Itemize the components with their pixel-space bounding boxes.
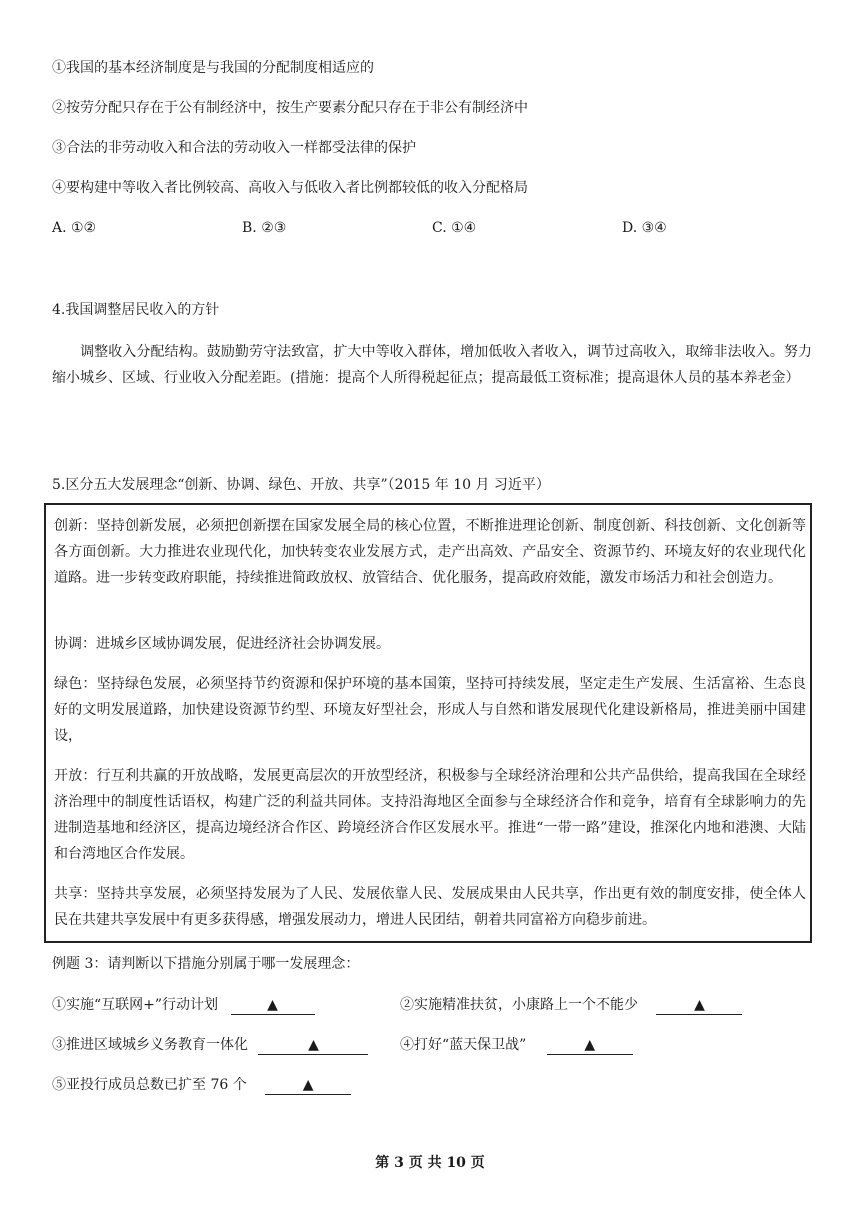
answer-blank-2[interactable]: ▲ (656, 996, 742, 1015)
option-a: A. ①② (52, 220, 97, 236)
example3-item-1 (52, 995, 315, 1015)
statement-4: ④要构建中等收入者比例较高、高收入与低收入者比例都较低的收入分配格局 (52, 180, 528, 196)
example3-item-3 (52, 1035, 368, 1055)
section5-heading: 5.区分五大发展理念“创新、协调、绿色、开放、共享”（2015 年 10 月 习近平） (52, 477, 550, 493)
concept-sharing: 共享：坚持共享发展，必须坚持发展为了人民、发展依靠人民、发展成果由人民共享，作出更有效的制度安排，使全体人民在共建共享发展中有更多获得感，增强发展动力，增进人民团结，朝着共同富裕方向稳步前进。 (54, 886, 806, 928)
concept-green: 绿色：坚持绿色发展，必须坚持节约资源和保护环境的基本国策，坚持可持续发展，坚定走生产发展、生活富裕、生态良好的文明发展道路，加快建设资源节约型、环境友好型社会，形成人与自然和谐发展现代化建设新格局，推进美丽中国建设， (54, 676, 806, 744)
answer-blank-4[interactable]: ▲ (547, 1036, 633, 1055)
example3-prompt: 例题 3：请判断以下措施分别属于哪一发展理念： (52, 956, 360, 972)
example3-item-5 (52, 1075, 351, 1095)
page-footer: 第 3 页 共 10 页 (375, 1155, 485, 1171)
option-d: D. ③④ (622, 220, 667, 236)
statement-3: ③合法的非劳动收入和合法的劳动收入一样都受法律的保护 (52, 140, 416, 156)
section4-body-text: 调整收入分配结构。鼓励勤劳守法致富，扩大中等收入群体，增加低收入者收入，调节过高收入，取缔非法收入。努力缩小城乡、区域、行业收入分配差距。(措施：提高个人所得税起征点；提高最低工资标准；提高退休人员的基本养老金） (52, 344, 812, 386)
statement-1: ①我国的基本经济制度是与我国的分配制度相适应的 (52, 60, 374, 76)
statement-2: ②按劳分配只存在于公有制经济中，按生产要素分配只存在于非公有制经济中 (52, 100, 528, 116)
answer-blank-5[interactable]: ▲ (265, 1076, 351, 1095)
answer-blank-3[interactable]: ▲ (258, 1036, 368, 1055)
answer-blank-1[interactable]: ▲ (231, 996, 315, 1015)
example3-item-3-text: ③推进区域城乡义务教育一体化 (52, 1037, 248, 1053)
example3-item-4-text: ④打好“蓝天保卫战” (400, 1037, 527, 1053)
example3-item-5-text: ⑤亚投行成员总数已扩至 76 个 (52, 1077, 247, 1093)
example3-item-2-text: ②实施精准扶贫，小康路上一个不能少 (400, 997, 638, 1013)
example3-item-1-text: ①实施“互联网+”行动计划 (52, 997, 219, 1013)
concept-innovation: 创新：坚持创新发展，必须把创新摆在国家发展全局的核心位置，不断推进理论创新、制度创新、科技创新、文化创新等各方面创新。大力推进农业现代化，加快转变农业发展方式，走产出高效、产品安全、资源节约、环境友好的农业现代化道路。进一步转变政府职能，持续推进简政放权、放管结合、优化服务，提高政府效能，激发市场活力和社会创造力。 (54, 518, 806, 586)
concept-openness: 开放：行互利共赢的开放战略，发展更高层次的开放型经济，积极参与全球经济治理和公共产品供给，提高我国在全球经济治理中的制度性话语权，构建广泛的利益共同体。支持沿海地区全面参与全球经济合作和竞争，培育有全球影响力的先进制造基地和经济区，提高边境经济合作区、跨境经济合作区发展水平。推进“一带一路”建设，推深化内地和港澳、大陆和台湾地区合作发展。 (54, 768, 806, 862)
section4-heading: 4.我国调整居民收入的方针 (52, 302, 220, 318)
example3-item-2 (400, 995, 742, 1015)
concept-coordination: 协调：进城乡区域协调发展，促进经济社会协调发展。 (54, 636, 390, 652)
example3-item-4 (400, 1035, 633, 1055)
option-c: C. ①④ (432, 220, 477, 236)
concept-box (44, 503, 812, 943)
option-b: B. ②③ (242, 220, 287, 236)
section4-body (52, 339, 812, 391)
